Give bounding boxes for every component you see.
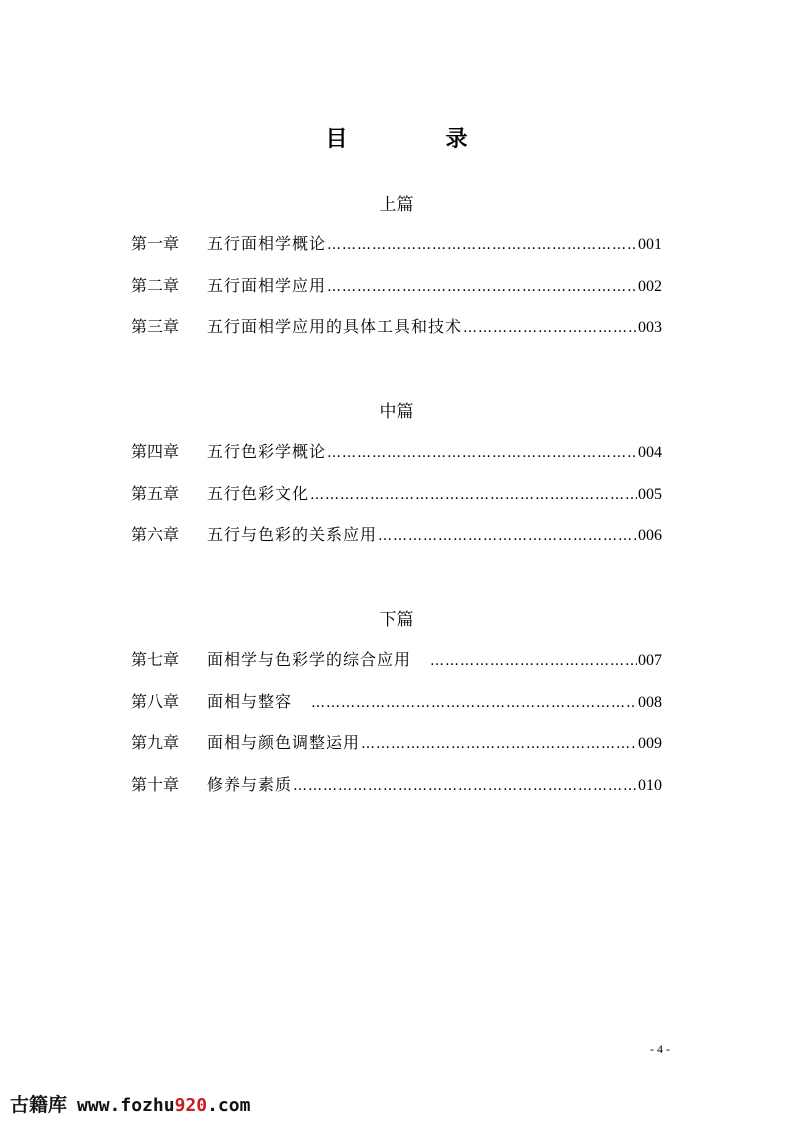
chapter-number: 第六章: [131, 525, 180, 544]
part-heading-middle: 中篇: [379, 402, 414, 422]
watermark-site-name: 古籍库: [10, 1094, 68, 1116]
chapter-page: 003: [638, 319, 662, 336]
toc-entry[interactable]: [131, 522, 662, 544]
toc-entry[interactable]: [131, 730, 662, 752]
chapter-title: 五行面相学概论: [207, 234, 327, 253]
chapter-page: 001: [638, 236, 662, 253]
watermark-url-highlight: 920: [174, 1095, 208, 1116]
toc-entry[interactable]: [131, 314, 662, 336]
watermark-url-prefix: www.fozhu: [77, 1095, 175, 1116]
watermark-url[interactable]: [77, 1095, 250, 1116]
chapter-title: 面相学与色彩学的综合应用: [207, 650, 412, 669]
toc-entry[interactable]: [131, 231, 662, 253]
chapter-page: 010: [638, 777, 662, 794]
dot-leader: [463, 320, 637, 336]
chapter-number: 第十章: [131, 775, 180, 794]
toc-entry[interactable]: [131, 647, 662, 669]
dot-leader: [361, 736, 637, 752]
chapter-number: 第二章: [131, 276, 180, 295]
chapter-number: 第七章: [131, 650, 180, 669]
chapter-title: 面相与颜色调整运用: [207, 733, 361, 752]
page-title: 目 录: [325, 126, 506, 152]
chapter-number: 第一章: [131, 234, 180, 253]
chapter-title: 修养与素质: [207, 775, 293, 794]
toc-entry[interactable]: [131, 481, 662, 503]
chapter-page: 008: [638, 694, 662, 711]
chapter-page: 004: [638, 444, 662, 461]
watermark-url-suffix: .com: [207, 1095, 251, 1116]
chapter-number: 第五章: [131, 484, 180, 503]
dot-leader: [327, 279, 637, 295]
chapter-number: 第八章: [131, 692, 180, 711]
chapter-title: 五行面相学应用: [207, 276, 327, 295]
site-watermark[interactable]: [10, 1090, 250, 1117]
chapter-title: 面相与整容: [207, 692, 293, 711]
part-heading-upper: 上篇: [379, 195, 414, 215]
chapter-page: 006: [638, 527, 662, 544]
chapter-number: 第三章: [131, 317, 180, 336]
dot-leader: [311, 695, 637, 711]
toc-entry[interactable]: [131, 772, 662, 794]
dot-leader: [378, 528, 637, 544]
chapter-number: 第四章: [131, 442, 180, 461]
dot-leader: [430, 653, 637, 669]
toc-entry[interactable]: [131, 439, 662, 461]
toc-entry[interactable]: [131, 689, 662, 711]
chapter-number: 第九章: [131, 733, 180, 752]
dot-leader: [293, 778, 637, 794]
dot-leader: [327, 237, 637, 253]
chapter-title: 五行面相学应用的具体工具和技术: [207, 317, 463, 336]
chapter-page: 007: [638, 652, 662, 669]
page-number: - 4 -: [650, 1042, 670, 1056]
dot-leader: [310, 487, 637, 503]
chapter-title: 五行色彩文化: [207, 484, 310, 503]
part-heading-lower: 下篇: [379, 610, 414, 630]
chapter-title: 五行色彩学概论: [207, 442, 327, 461]
chapter-title: 五行与色彩的关系应用: [207, 525, 378, 544]
toc-entry[interactable]: [131, 273, 662, 295]
chapter-page: 009: [638, 735, 662, 752]
chapter-page: 002: [638, 278, 662, 295]
chapter-page: 005: [638, 486, 662, 503]
dot-leader: [327, 445, 637, 461]
